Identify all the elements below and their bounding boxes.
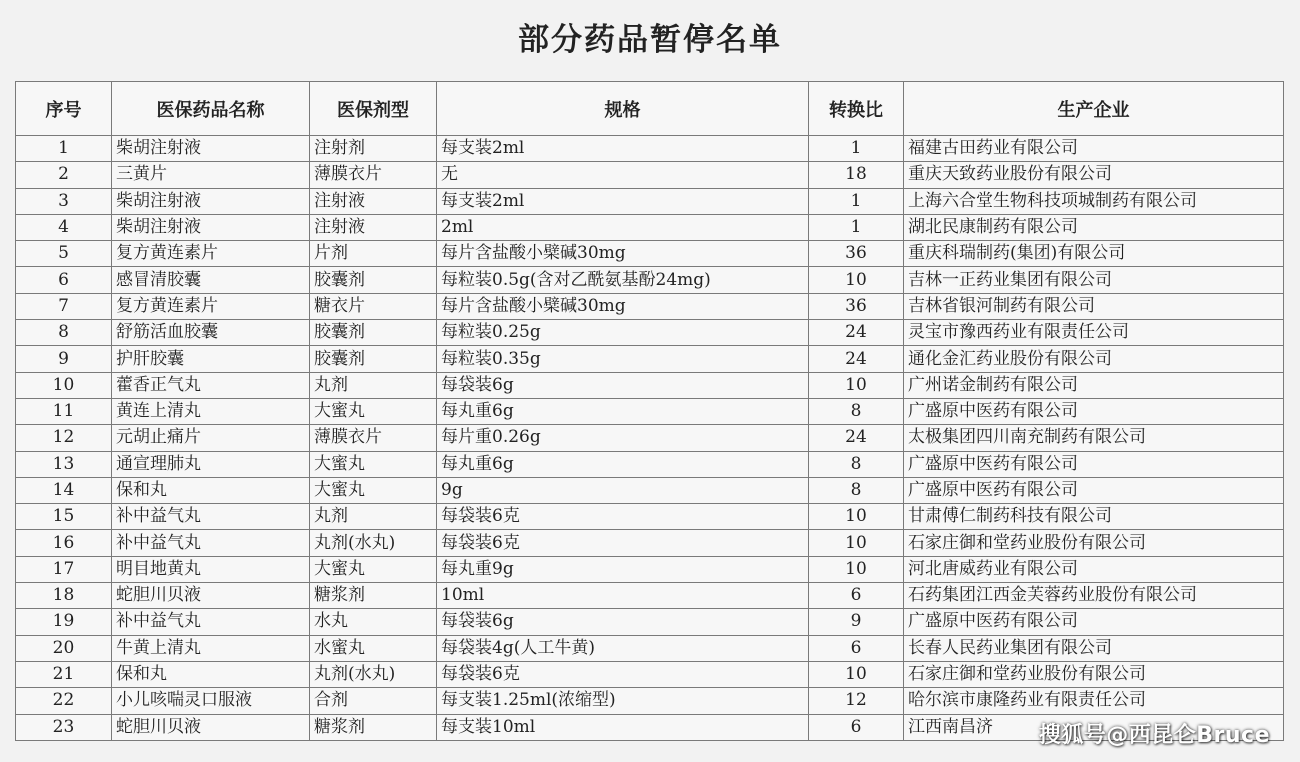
- table-row: [16, 477, 1284, 503]
- cell-manufacturer: 广州诺金制药有限公司: [904, 372, 1284, 398]
- cell-dosage-form: 大蜜丸: [310, 398, 437, 424]
- cell-specification: 每袋装6克: [437, 504, 809, 530]
- cell-specification: 每支装1.25ml(浓缩型): [437, 688, 809, 714]
- table-row: [16, 241, 1284, 267]
- cell-seq: 13: [16, 451, 112, 477]
- cell-manufacturer: 广盛原中医药有限公司: [904, 609, 1284, 635]
- cell-specification: 每支装10ml: [437, 714, 809, 740]
- cell-seq: 15: [16, 504, 112, 530]
- cell-seq: 2: [16, 162, 112, 188]
- cell-seq: 22: [16, 688, 112, 714]
- cell-conversion-ratio: 9: [809, 609, 904, 635]
- cell-manufacturer: 湖北民康制药有限公司: [904, 214, 1284, 240]
- cell-seq: 19: [16, 609, 112, 635]
- cell-manufacturer: 重庆科瑞制药(集团)有限公司: [904, 241, 1284, 267]
- cell-specification: 2ml: [437, 214, 809, 240]
- cell-specification: 每粒装0.5g(含对乙酰氨基酚24mg): [437, 267, 809, 293]
- cell-dosage-form: 糖浆剂: [310, 714, 437, 740]
- header-conversion-ratio: 转换比: [809, 82, 904, 136]
- cell-manufacturer: 灵宝市豫西药业有限责任公司: [904, 320, 1284, 346]
- cell-conversion-ratio: 8: [809, 477, 904, 503]
- cell-drug-name: 复方黄连素片: [112, 241, 310, 267]
- cell-conversion-ratio: 10: [809, 372, 904, 398]
- cell-dosage-form: 胶囊剂: [310, 320, 437, 346]
- cell-drug-name: 蛇胆川贝液: [112, 583, 310, 609]
- cell-dosage-form: 片剂: [310, 241, 437, 267]
- cell-drug-name: 补中益气丸: [112, 504, 310, 530]
- cell-dosage-form: 糖浆剂: [310, 583, 437, 609]
- cell-manufacturer: 广盛原中医药有限公司: [904, 477, 1284, 503]
- cell-dosage-form: 水蜜丸: [310, 635, 437, 661]
- table-row: [16, 136, 1284, 162]
- cell-manufacturer: 广盛原中医药有限公司: [904, 398, 1284, 424]
- table-row: [16, 398, 1284, 424]
- cell-drug-name: 保和丸: [112, 477, 310, 503]
- cell-specification: 10ml: [437, 583, 809, 609]
- table-header-row: [16, 82, 1284, 136]
- table-row: [16, 372, 1284, 398]
- cell-drug-name: 复方黄连素片: [112, 293, 310, 319]
- cell-seq: 1: [16, 136, 112, 162]
- cell-dosage-form: 丸剂: [310, 372, 437, 398]
- cell-dosage-form: 大蜜丸: [310, 556, 437, 582]
- cell-conversion-ratio: 36: [809, 241, 904, 267]
- cell-conversion-ratio: 12: [809, 688, 904, 714]
- cell-manufacturer: 石家庄御和堂药业股份有限公司: [904, 661, 1284, 687]
- cell-specification: 每丸重6g: [437, 398, 809, 424]
- table-row: [16, 214, 1284, 240]
- cell-manufacturer: 甘肃傅仁制药科技有限公司: [904, 504, 1284, 530]
- cell-dosage-form: 胶囊剂: [310, 346, 437, 372]
- table-row: [16, 188, 1284, 214]
- cell-seq: 10: [16, 372, 112, 398]
- cell-seq: 7: [16, 293, 112, 319]
- cell-conversion-ratio: 24: [809, 320, 904, 346]
- cell-specification: 9g: [437, 477, 809, 503]
- cell-manufacturer: 重庆天致药业股份有限公司: [904, 162, 1284, 188]
- cell-drug-name: 柴胡注射液: [112, 136, 310, 162]
- cell-seq: 5: [16, 241, 112, 267]
- cell-conversion-ratio: 1: [809, 188, 904, 214]
- cell-conversion-ratio: 1: [809, 214, 904, 240]
- cell-dosage-form: 薄膜衣片: [310, 162, 437, 188]
- cell-seq: 12: [16, 425, 112, 451]
- cell-manufacturer: 长春人民药业集团有限公司: [904, 635, 1284, 661]
- watermark: 搜狐号@西昆仑Bruce: [1038, 723, 1270, 748]
- cell-seq: 17: [16, 556, 112, 582]
- cell-drug-name: 小儿咳喘灵口服液: [112, 688, 310, 714]
- table-row: [16, 661, 1284, 687]
- table-row: [16, 162, 1284, 188]
- cell-dosage-form: 注射剂: [310, 136, 437, 162]
- cell-specification: 每袋装6克: [437, 661, 809, 687]
- cell-manufacturer: 太极集团四川南充制药有限公司: [904, 425, 1284, 451]
- cell-dosage-form: 丸剂: [310, 504, 437, 530]
- cell-specification: 每片含盐酸小檗碱30mg: [437, 241, 809, 267]
- table-row: [16, 451, 1284, 477]
- cell-manufacturer: 石家庄御和堂药业股份有限公司: [904, 530, 1284, 556]
- cell-seq: 3: [16, 188, 112, 214]
- cell-drug-name: 藿香正气丸: [112, 372, 310, 398]
- cell-drug-name: 明目地黄丸: [112, 556, 310, 582]
- page-title: 部分药品暂停名单: [518, 22, 782, 58]
- table-row: [16, 609, 1284, 635]
- cell-seq: 14: [16, 477, 112, 503]
- cell-seq: 6: [16, 267, 112, 293]
- cell-conversion-ratio: 18: [809, 162, 904, 188]
- cell-dosage-form: 胶囊剂: [310, 267, 437, 293]
- cell-manufacturer: 通化金汇药业股份有限公司: [904, 346, 1284, 372]
- cell-seq: 8: [16, 320, 112, 346]
- cell-conversion-ratio: 24: [809, 425, 904, 451]
- cell-seq: 20: [16, 635, 112, 661]
- cell-dosage-form: 丸剂(水丸): [310, 661, 437, 687]
- cell-specification: 每片含盐酸小檗碱30mg: [437, 293, 809, 319]
- cell-manufacturer: 吉林一正药业集团有限公司: [904, 267, 1284, 293]
- cell-drug-name: 蛇胆川贝液: [112, 714, 310, 740]
- cell-dosage-form: 大蜜丸: [310, 451, 437, 477]
- cell-drug-name: 柴胡注射液: [112, 214, 310, 240]
- table-row: [16, 583, 1284, 609]
- cell-seq: 11: [16, 398, 112, 424]
- cell-seq: 18: [16, 583, 112, 609]
- cell-dosage-form: 合剂: [310, 688, 437, 714]
- table-row: [16, 267, 1284, 293]
- cell-manufacturer: 哈尔滨市康隆药业有限责任公司: [904, 688, 1284, 714]
- cell-specification: 每袋装6g: [437, 372, 809, 398]
- cell-manufacturer: 吉林省银河制药有限公司: [904, 293, 1284, 319]
- cell-drug-name: 补中益气丸: [112, 530, 310, 556]
- cell-conversion-ratio: 6: [809, 635, 904, 661]
- cell-drug-name: 牛黄上清丸: [112, 635, 310, 661]
- header-specification: 规格: [437, 82, 809, 136]
- table-row: [16, 635, 1284, 661]
- cell-drug-name: 黄连上清丸: [112, 398, 310, 424]
- cell-conversion-ratio: 1: [809, 136, 904, 162]
- cell-drug-name: 柴胡注射液: [112, 188, 310, 214]
- cell-drug-name: 三黄片: [112, 162, 310, 188]
- cell-conversion-ratio: 24: [809, 346, 904, 372]
- cell-conversion-ratio: 10: [809, 661, 904, 687]
- cell-dosage-form: 注射液: [310, 188, 437, 214]
- table-row: [16, 504, 1284, 530]
- table-row: [16, 293, 1284, 319]
- cell-seq: 4: [16, 214, 112, 240]
- cell-dosage-form: 大蜜丸: [310, 477, 437, 503]
- cell-manufacturer: 上海六合堂生物科技项城制药有限公司: [904, 188, 1284, 214]
- cell-specification: 每粒装0.35g: [437, 346, 809, 372]
- header-dosage-form: 医保剂型: [310, 82, 437, 136]
- cell-specification: 每支装2ml: [437, 136, 809, 162]
- cell-drug-name: 保和丸: [112, 661, 310, 687]
- cell-drug-name: 元胡止痛片: [112, 425, 310, 451]
- cell-drug-name: 通宣理肺丸: [112, 451, 310, 477]
- cell-drug-name: 补中益气丸: [112, 609, 310, 635]
- cell-conversion-ratio: 10: [809, 504, 904, 530]
- cell-seq: 23: [16, 714, 112, 740]
- cell-conversion-ratio: 36: [809, 293, 904, 319]
- cell-dosage-form: 糖衣片: [310, 293, 437, 319]
- cell-dosage-form: 丸剂(水丸): [310, 530, 437, 556]
- cell-specification: 每丸重6g: [437, 451, 809, 477]
- cell-specification: 每片重0.26g: [437, 425, 809, 451]
- cell-specification: 每袋装6g: [437, 609, 809, 635]
- table-row: [16, 425, 1284, 451]
- cell-conversion-ratio: 10: [809, 530, 904, 556]
- cell-manufacturer: 广盛原中医药有限公司: [904, 451, 1284, 477]
- header-seq: 序号: [16, 82, 112, 136]
- cell-dosage-form: 薄膜衣片: [310, 425, 437, 451]
- cell-dosage-form: 注射液: [310, 214, 437, 240]
- cell-dosage-form: 水丸: [310, 609, 437, 635]
- table-row: [16, 556, 1284, 582]
- cell-specification: 每支装2ml: [437, 188, 809, 214]
- cell-conversion-ratio: 6: [809, 583, 904, 609]
- cell-specification: 每袋装4g(人工牛黄): [437, 635, 809, 661]
- table-row: [16, 530, 1284, 556]
- cell-drug-name: 护肝胶囊: [112, 346, 310, 372]
- table-row: [16, 320, 1284, 346]
- header-manufacturer: 生产企业: [904, 82, 1284, 136]
- cell-conversion-ratio: 8: [809, 451, 904, 477]
- cell-specification: 每粒装0.25g: [437, 320, 809, 346]
- cell-conversion-ratio: 10: [809, 556, 904, 582]
- table-row: [16, 346, 1284, 372]
- cell-drug-name: 舒筋活血胶囊: [112, 320, 310, 346]
- cell-conversion-ratio: 10: [809, 267, 904, 293]
- header-drug-name: 医保药品名称: [112, 82, 310, 136]
- cell-conversion-ratio: 8: [809, 398, 904, 424]
- cell-drug-name: 感冒清胶囊: [112, 267, 310, 293]
- cell-conversion-ratio: 6: [809, 714, 904, 740]
- cell-specification: 每丸重9g: [437, 556, 809, 582]
- drug-suspension-table: [15, 81, 1284, 741]
- cell-seq: 9: [16, 346, 112, 372]
- cell-seq: 21: [16, 661, 112, 687]
- cell-manufacturer: 福建古田药业有限公司: [904, 136, 1284, 162]
- cell-specification: 无: [437, 162, 809, 188]
- cell-manufacturer: 江西南昌济: [904, 714, 1284, 740]
- table-row: [16, 688, 1284, 714]
- cell-seq: 16: [16, 530, 112, 556]
- cell-specification: 每袋装6克: [437, 530, 809, 556]
- cell-manufacturer: 河北唐威药业有限公司: [904, 556, 1284, 582]
- cell-manufacturer: 石药集团江西金芙蓉药业股份有限公司: [904, 583, 1284, 609]
